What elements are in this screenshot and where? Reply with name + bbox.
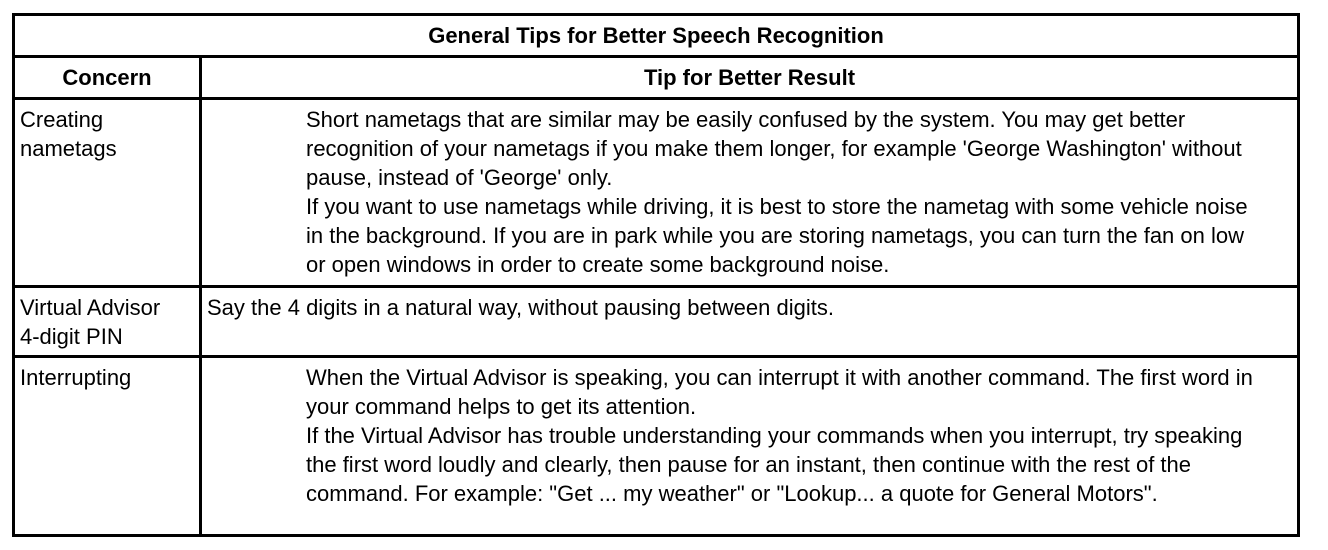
tip-cell <box>207 293 1267 322</box>
table-row <box>15 358 1297 534</box>
tip-paragraph: When the Virtual Advisor is speaking, you can interrupt it with another command. The first word in your command helps to get its attention. <box>306 365 1253 419</box>
concern-cell: Creating nametags <box>20 107 117 161</box>
table-title: General Tips for Better Speech Recognition <box>15 16 1297 58</box>
tip-paragraph: Say the 4 digits in a natural way, without pausing between digits. <box>207 295 834 320</box>
tip-paragraph: If you want to use nametags while driving, it is best to store the nametag with some vehicle noise in the background. If you are in park while you are storing nametags, you can turn the fan on low or open windows in order to create some background noise. <box>306 194 1248 277</box>
concern-cell: Interrupting <box>20 365 132 390</box>
tip-cell <box>306 363 1267 508</box>
speech-tips-table <box>12 13 1300 537</box>
table-row <box>15 288 1297 358</box>
table-row <box>15 100 1297 288</box>
header-tip: Tip for Better Result <box>643 64 856 90</box>
tip-paragraph: Short nametags that are similar may be easily confused by the system. You may get better recognition of your nametags if you make them longer, for example 'George Washington' without pause, instead of 'George' only. <box>306 107 1242 190</box>
table-header-row <box>15 58 1297 100</box>
concern-cell: Virtual Advisor 4-digit PIN <box>20 295 161 349</box>
tip-cell <box>306 105 1267 279</box>
tip-paragraph: If the Virtual Advisor has trouble understanding your commands when you interrupt, try speaking the first word loudly and clearly, then pause for an instant, then continue with the rest of the command. For example: "Get ... my weather" or "Lookup... a quote for General Motors". <box>306 423 1243 506</box>
header-concern: Concern <box>62 64 152 90</box>
